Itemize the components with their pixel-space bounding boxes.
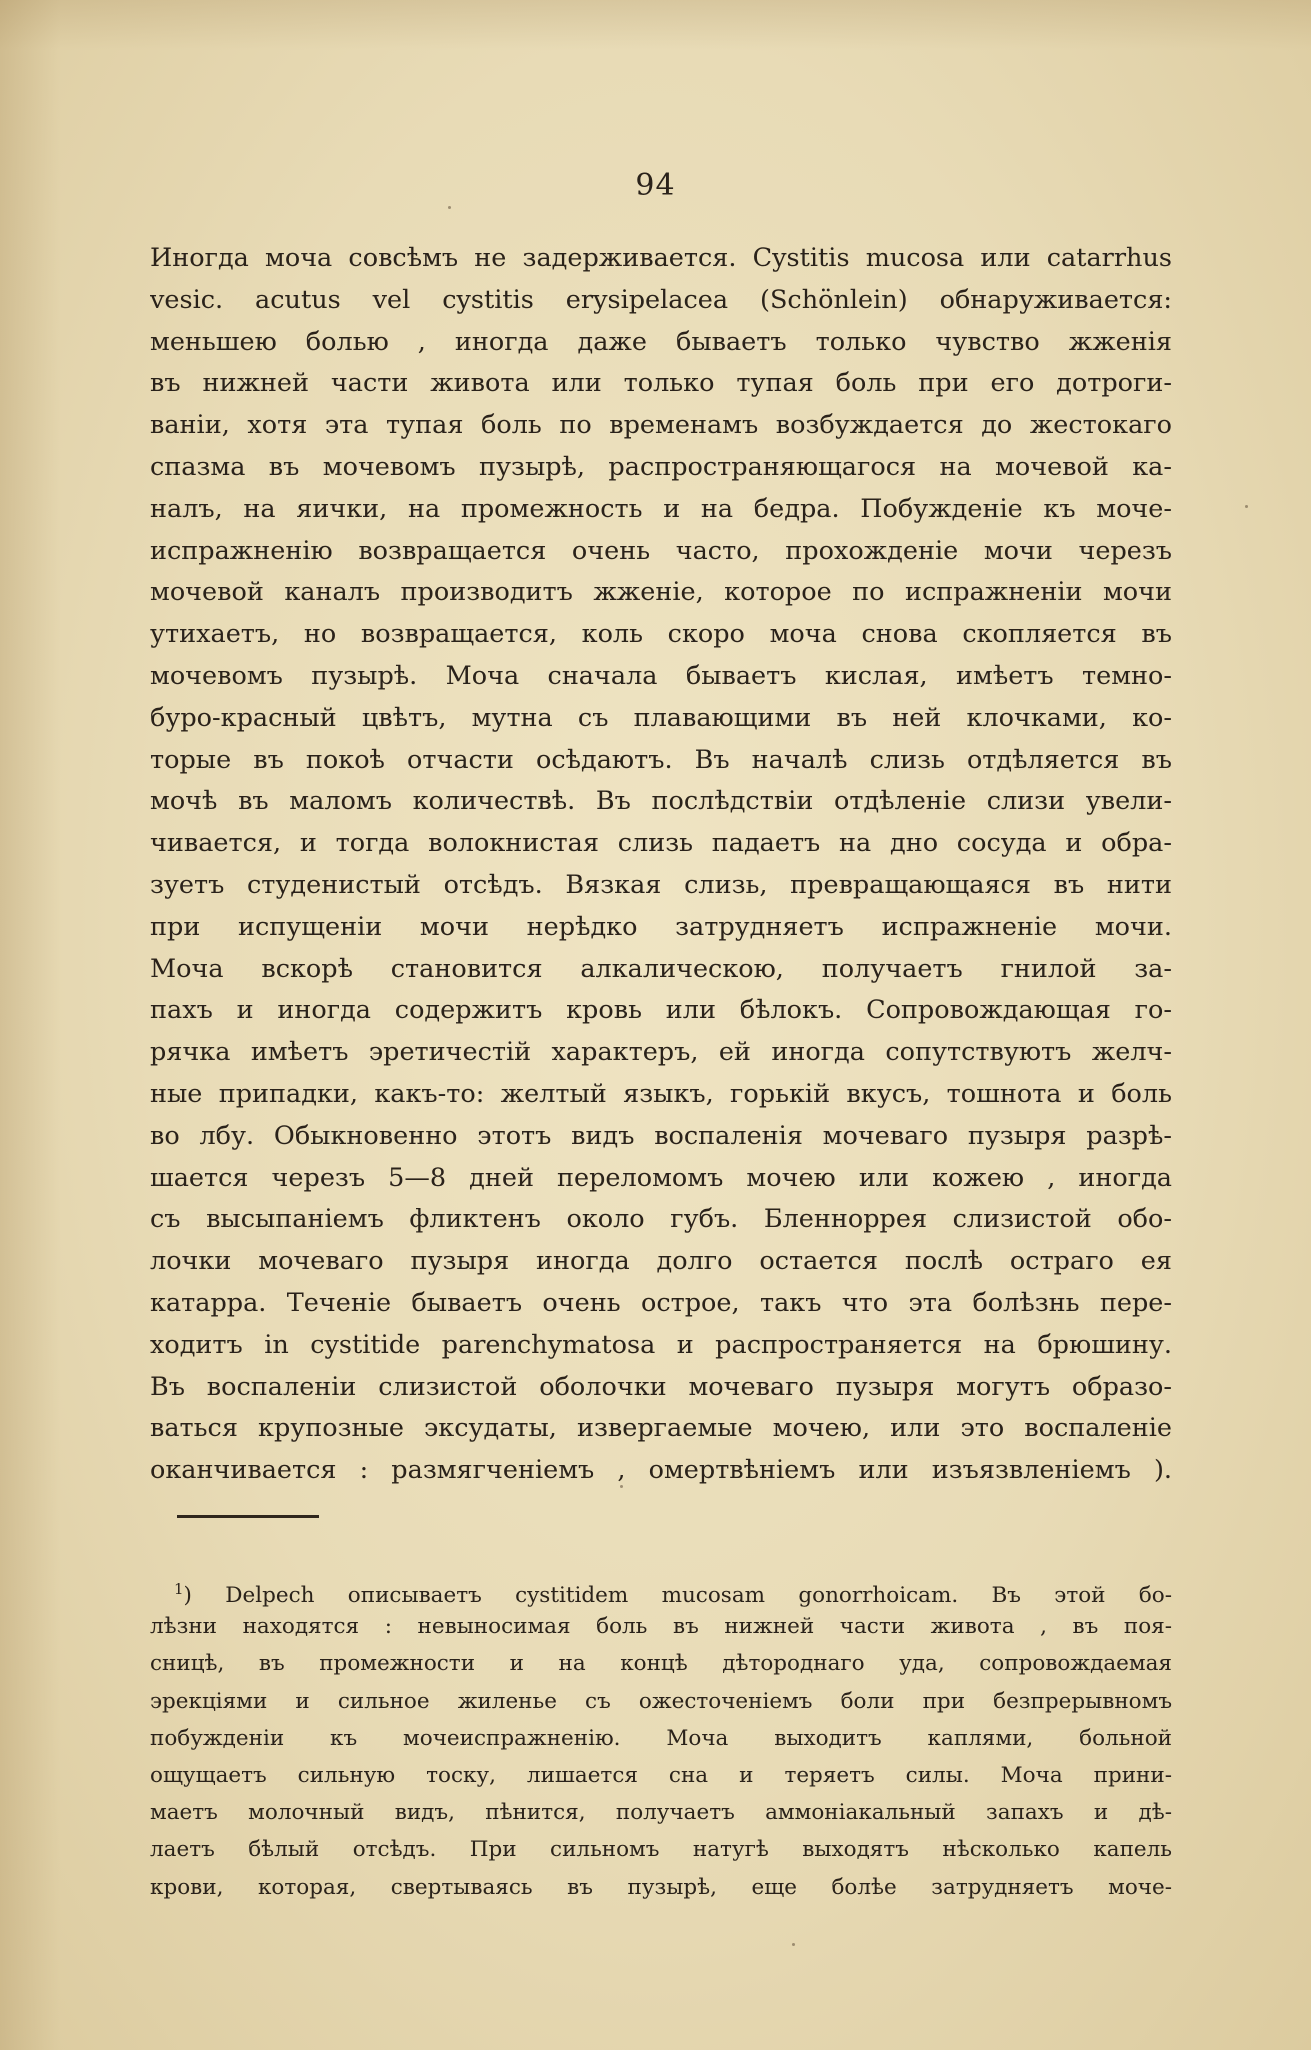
text-line: катарра. Теченіе бываетъ очень острое, такъ что эта болѣзнь пере- (150, 1287, 1172, 1318)
footnote-line: эрекціями и сильное жиленье съ ожесточеніемъ боли при безпрерывномъ (150, 1688, 1172, 1714)
text-line: съ высыпаніемъ фликтенъ около губъ. Бленноррея слизистой обо- (150, 1204, 1172, 1235)
text-line: при испущеніи мочи нерѣдко затрудняетъ испражненіе мочи. (150, 911, 1172, 942)
footnote-marker: 1 (174, 1580, 184, 1598)
text-line: зуетъ студенистый отсѣдъ. Вязкая слизь, превращающаяся въ нити (150, 869, 1172, 900)
text-line: буро-красный цвѣтъ, мутна съ плавающими въ ней клочками, ко- (150, 702, 1172, 733)
text-line: vesic. acutus vel cystitis erysipelacea (Schönlein) обнаруживается: (150, 284, 1172, 315)
text-line: Моча вскорѣ становится алкалическою, получаетъ гнилой за- (150, 953, 1172, 984)
text-line: ваться крупозные эксудаты, извергаемые мочею, или это воспаленіе (150, 1413, 1172, 1444)
text-line: во лбу. Обыкновенно этотъ видъ воспаленія мочеваго пузыря разрѣ- (150, 1120, 1172, 1151)
text-line: испражненію возвращается очень часто, прохожденіе мочи черезъ (150, 535, 1172, 566)
text-line: Иногда моча совсѣмъ не задерживается. Cystitis mucosa или catarrhus (150, 243, 1172, 273)
footnote-line-first (150, 1571, 1172, 1608)
footnote-line: сницѣ, въ промежности и на концѣ дѣтороднаго уда, сопровождаемая (150, 1651, 1172, 1677)
text-line: ходитъ in cystitide parenchymatosa и распространяется на брюшину. (150, 1329, 1172, 1360)
text-line: спазма въ мочевомъ пузырѣ, распространяющагося на мочевой ка- (150, 451, 1172, 482)
text-line: шается черезъ 5—8 дней переломомъ мочею или кожею , иногда (150, 1162, 1172, 1193)
text-line: мочѣ въ маломъ количествѣ. Въ послѣдствіи отдѣленіе слизи увели- (150, 786, 1172, 817)
footnote-line: побужденіи къ мочеиспражненію. Моча выходитъ каплями, больной (150, 1725, 1172, 1751)
page-number: 94 (635, 168, 676, 203)
text-line: въ нижней части живота или только тупая боль при его дотроги- (150, 368, 1172, 399)
text-line: торые въ покоѣ отчасти осѣдаютъ. Въ началѣ слизь отдѣляется въ (150, 744, 1172, 775)
text-line: утихаетъ, но возвращается, коль скоро моча снова скопляется въ (150, 619, 1172, 650)
footnote-line: ощущаетъ сильную тоску, лишается сна и теряетъ силы. Моча прини- (150, 1762, 1172, 1788)
page-edge-shadow-top (0, 0, 1311, 50)
text-line: рячка имѣетъ эретичестій характеръ, ей иногда сопутствуютъ желч- (150, 1037, 1172, 1068)
ink-speck (792, 1943, 795, 1946)
footnote-block (150, 1571, 1172, 1906)
text-line: ваніи, хотя эта тупая боль по временамъ возбуждается до жестокаго (150, 410, 1172, 441)
text-line: меньшею болью , иногда даже бываетъ только чувство жженія (150, 326, 1172, 357)
footnote-line: лаетъ бѣлый отсѣдъ. При сильномъ натугѣ выходятъ нѣсколько капель (150, 1837, 1172, 1863)
text-line: Въ воспаленіи слизистой оболочки мочеваго пузыря могутъ образо- (150, 1371, 1172, 1402)
text-line: пахъ и иногда содержитъ кровь или бѣлокъ. Сопровождающая го- (150, 995, 1172, 1026)
text-line: чивается, и тогда волокнистая слизь падаетъ на дно сосуда и обра- (150, 828, 1172, 859)
text-line-last: оканчивается : размягченіемъ , омертвѣніемъ или изъязвленіемъ ). (150, 1455, 1172, 1486)
footnote-line: лѣзни находятся : невыносимая боль въ нижней части живота , въ поя- (150, 1614, 1172, 1640)
text-line: мочевомъ пузырѣ. Моча сначала бываетъ кислая, имѣетъ темно- (150, 660, 1172, 691)
footnote-divider (177, 1515, 319, 1518)
page-edge-shadow-left (0, 0, 60, 2050)
ink-speck (620, 1485, 623, 1488)
main-text-block (150, 238, 1172, 1492)
footnote-line-text: ) Delpech описываетъ cystitidem mucosam gonorrhoicam. Въ этой бо- (183, 1583, 1172, 1608)
text-line: налъ, на яички, на промежность и на бедра. Побужденіе къ моче- (150, 493, 1172, 524)
footnote-line: крови, которая, свертываясь въ пузырѣ, еще болѣе затрудняетъ моче- (150, 1874, 1172, 1900)
text-line: лочки мочеваго пузыря иногда долго остается послѣ остраго ея (150, 1246, 1172, 1277)
text-line: мочевой каналъ производитъ жженіе, которое по испражненіи мочи (150, 577, 1172, 608)
text-line: ные припадки, какъ-то: желтый языкъ, горькій вкусъ, тошнота и боль (150, 1078, 1172, 1109)
ink-speck (448, 206, 451, 209)
ink-speck (1245, 505, 1248, 508)
footnote-line: маетъ молочный видъ, пѣнится, получаетъ аммоніакальный запахъ и дѣ- (150, 1800, 1172, 1826)
